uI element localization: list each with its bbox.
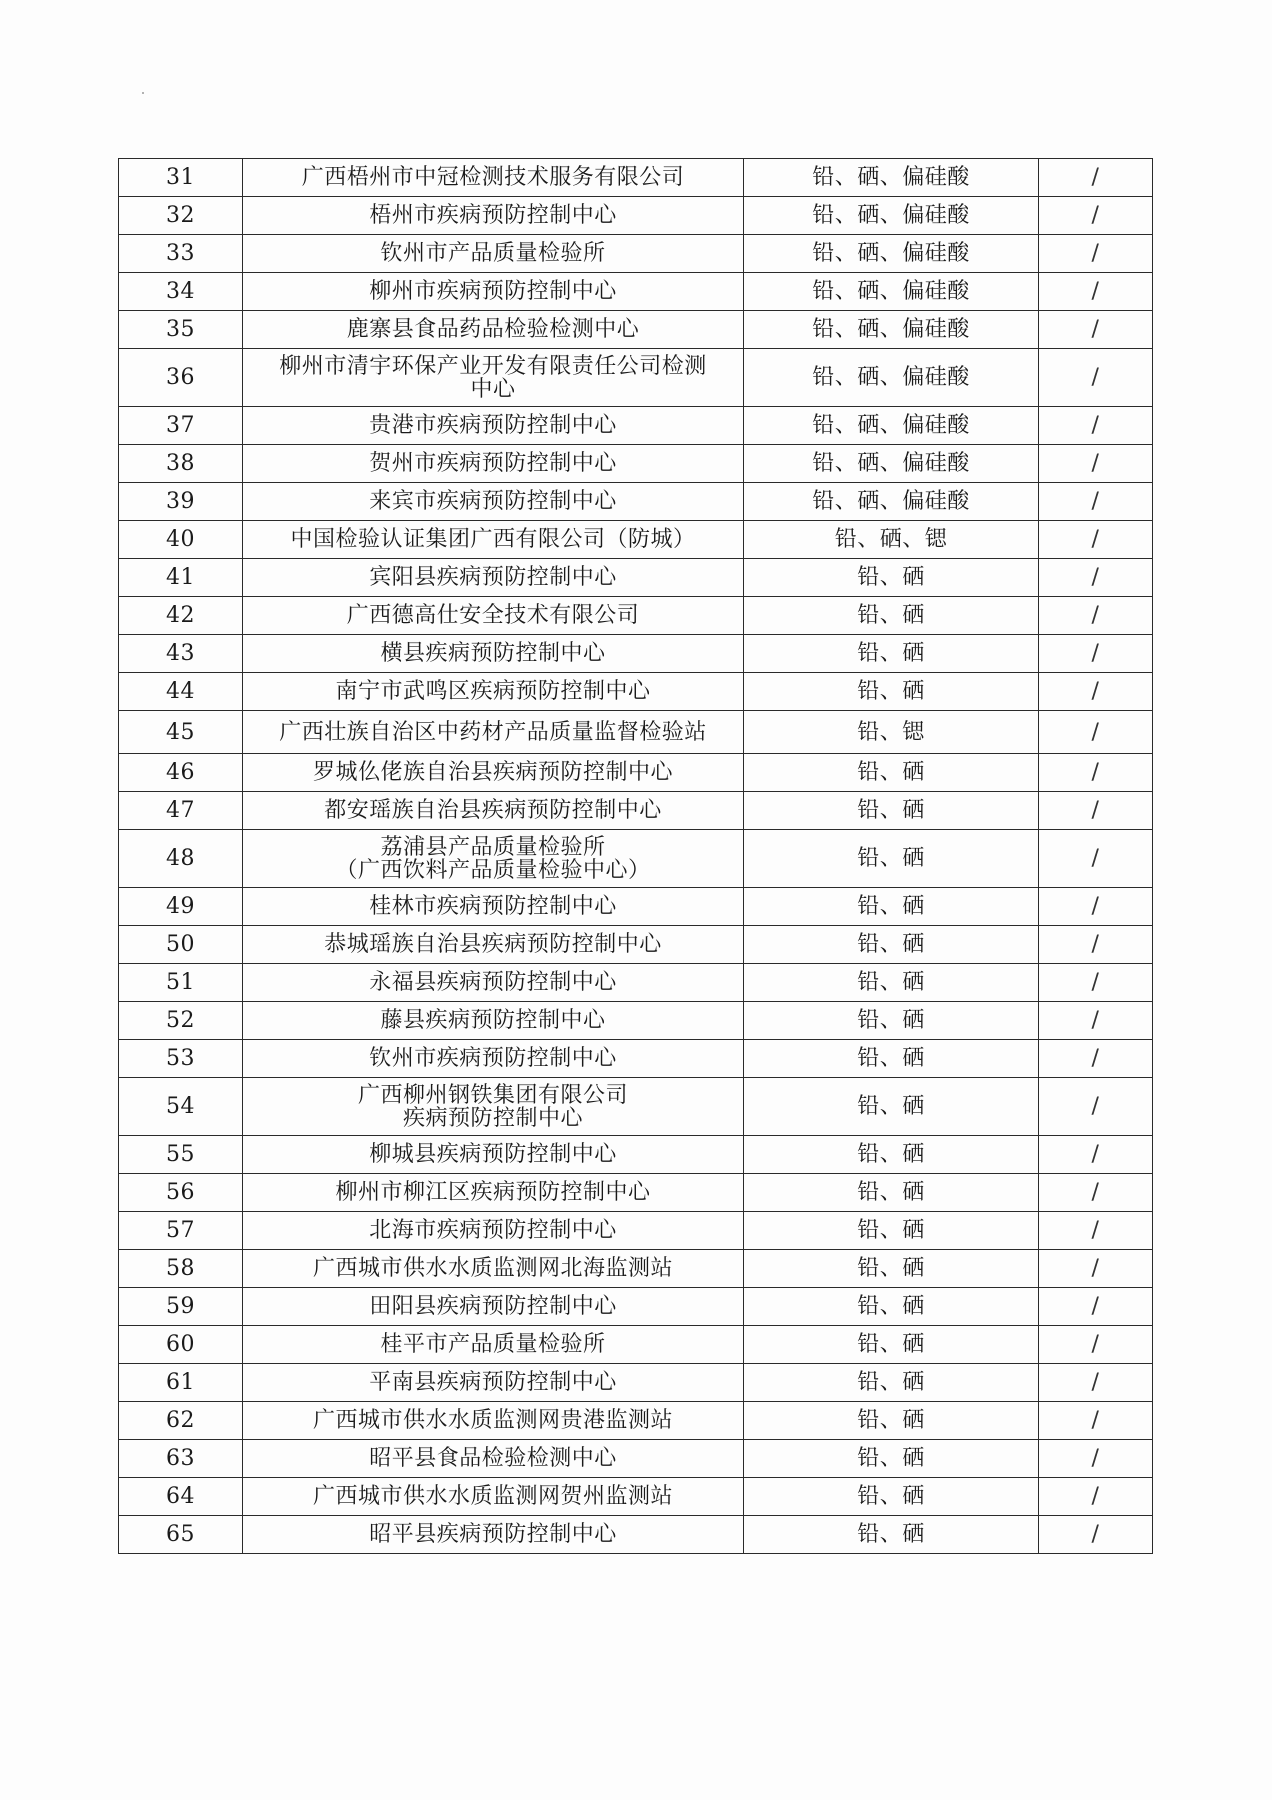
row-number-cell: 65 [119, 1516, 243, 1554]
remark-cell: / [1039, 1002, 1153, 1040]
remark-cell: / [1039, 1440, 1153, 1478]
remark-cell: / [1039, 1212, 1153, 1250]
institution-name-cell [243, 1002, 744, 1040]
institution-name-line: 北海市疾病预防控制中心 [369, 1218, 617, 1243]
remark-cell: / [1039, 159, 1153, 197]
test-items-cell: 铅、硒 [744, 673, 1039, 711]
remark-cell: / [1039, 1402, 1153, 1440]
institution-name-cell [243, 1440, 744, 1478]
table-row [119, 792, 1153, 830]
remark-cell: / [1039, 754, 1153, 792]
remark-cell: / [1039, 926, 1153, 964]
table-row [119, 964, 1153, 1002]
table-row [119, 521, 1153, 559]
remark-cell: / [1039, 1136, 1153, 1174]
scan-speck [142, 92, 144, 94]
row-number-cell: 58 [119, 1250, 243, 1288]
test-items-cell: 铅、硒、偏硅酸 [744, 197, 1039, 235]
remark-cell: / [1039, 1478, 1153, 1516]
institution-name-line: 广西德高仕安全技术有限公司 [346, 603, 640, 628]
institution-name-line: 钦州市产品质量检验所 [380, 241, 606, 266]
table-row [119, 1478, 1153, 1516]
institution-name-cell [243, 1516, 744, 1554]
row-number-cell: 40 [119, 521, 243, 559]
row-number-cell: 37 [119, 407, 243, 445]
table-row [119, 830, 1153, 888]
institution-name-cell [243, 635, 744, 673]
table-row [119, 1326, 1153, 1364]
table-row [119, 888, 1153, 926]
institution-name-cell [243, 407, 744, 445]
institution-name-cell [243, 1326, 744, 1364]
institution-name-cell [243, 830, 744, 888]
row-number-cell: 48 [119, 830, 243, 888]
test-items-cell: 铅、硒 [744, 926, 1039, 964]
institution-name-line: 柳州市清宇环保产业开发有限责任公司检测 [279, 353, 707, 379]
row-number-cell: 55 [119, 1136, 243, 1174]
row-number-cell: 46 [119, 754, 243, 792]
test-items-cell: 铅、硒 [744, 1326, 1039, 1364]
row-number-cell: 53 [119, 1040, 243, 1078]
institution-name-line: 广西柳州钢铁集团有限公司 [357, 1082, 628, 1108]
institution-name-cell [243, 159, 744, 197]
institution-name-cell [243, 1078, 744, 1136]
test-items-cell: 铅、硒 [744, 830, 1039, 888]
table-row [119, 349, 1153, 407]
institution-name-line: 荔浦县产品质量检验所 [380, 834, 606, 860]
row-number-cell: 50 [119, 926, 243, 964]
institution-name-cell [243, 1402, 744, 1440]
test-items-cell: 铅、硒 [744, 635, 1039, 673]
table-row [119, 1136, 1153, 1174]
row-number-cell: 63 [119, 1440, 243, 1478]
institution-name-line: 罗城仫佬族自治县疾病预防控制中心 [312, 760, 673, 785]
remark-cell: / [1039, 483, 1153, 521]
institution-name-line: 广西城市供水水质监测网北海监测站 [312, 1256, 673, 1281]
table-row [119, 754, 1153, 792]
institution-name-line: 横县疾病预防控制中心 [380, 641, 606, 666]
test-items-cell: 铅、硒 [744, 1040, 1039, 1078]
institution-name-cell [243, 673, 744, 711]
institution-name-cell [243, 349, 744, 407]
institution-name-line: 永福县疾病预防控制中心 [369, 970, 617, 995]
row-number-cell: 59 [119, 1288, 243, 1326]
test-items-cell: 铅、硒 [744, 1288, 1039, 1326]
institution-name-line: 广西梧州市中冠检测技术服务有限公司 [301, 165, 685, 190]
remark-cell: / [1039, 349, 1153, 407]
institution-name-cell [243, 1250, 744, 1288]
test-items-cell: 铅、硒 [744, 1174, 1039, 1212]
remark-cell: / [1039, 407, 1153, 445]
institution-name-cell [243, 235, 744, 273]
test-items-cell: 铅、硒 [744, 1212, 1039, 1250]
institution-name-line: 广西壮族自治区中药材产品质量监督检验站 [279, 719, 707, 745]
institution-name-cell [243, 445, 744, 483]
test-items-cell: 铅、硒、偏硅酸 [744, 159, 1039, 197]
test-items-cell: 铅、硒、锶 [744, 521, 1039, 559]
table-row [119, 673, 1153, 711]
institution-name-line: 平南县疾病预防控制中心 [369, 1370, 617, 1395]
institution-name-cell [243, 792, 744, 830]
table-row [119, 559, 1153, 597]
row-number-cell: 34 [119, 273, 243, 311]
table-row [119, 635, 1153, 673]
test-items-cell: 铅、硒、偏硅酸 [744, 349, 1039, 407]
remark-cell: / [1039, 521, 1153, 559]
row-number-cell: 47 [119, 792, 243, 830]
table-row [119, 273, 1153, 311]
institution-name-cell [243, 1212, 744, 1250]
row-number-cell: 62 [119, 1402, 243, 1440]
institution-name-line: 柳州市柳江区疾病预防控制中心 [335, 1180, 651, 1205]
remark-cell: / [1039, 1250, 1153, 1288]
remark-cell: / [1039, 1174, 1153, 1212]
test-items-cell: 铅、硒 [744, 1402, 1039, 1440]
remark-cell: / [1039, 1288, 1153, 1326]
remark-cell: / [1039, 597, 1153, 635]
test-items-cell: 铅、硒 [744, 1364, 1039, 1402]
remark-cell: / [1039, 673, 1153, 711]
institution-name-cell [243, 1136, 744, 1174]
test-items-cell: 铅、硒 [744, 1478, 1039, 1516]
institution-name-line: 贺州市疾病预防控制中心 [369, 451, 617, 476]
remark-cell: / [1039, 273, 1153, 311]
row-number-cell: 57 [119, 1212, 243, 1250]
table-row [119, 711, 1153, 754]
institution-name-line: 钦州市疾病预防控制中心 [369, 1046, 617, 1071]
table-row [119, 483, 1153, 521]
institution-name-cell [243, 521, 744, 559]
institution-name-line: 南宁市武鸣区疾病预防控制中心 [335, 679, 651, 704]
table-row [119, 1002, 1153, 1040]
row-number-cell: 49 [119, 888, 243, 926]
institution-name-line: 恭城瑶族自治县疾病预防控制中心 [324, 932, 662, 957]
table-row [119, 445, 1153, 483]
table-row [119, 1250, 1153, 1288]
test-items-cell: 铅、硒 [744, 888, 1039, 926]
table-row [119, 1440, 1153, 1478]
test-items-cell: 铅、硒 [744, 1136, 1039, 1174]
row-number-cell: 61 [119, 1364, 243, 1402]
row-number-cell: 43 [119, 635, 243, 673]
institution-name-line: 都安瑶族自治县疾病预防控制中心 [324, 798, 662, 823]
institution-name-cell [243, 1288, 744, 1326]
institution-name-line: 昭平县食品检验检测中心 [369, 1446, 617, 1471]
institution-name-line: 疾病预防控制中心 [402, 1105, 583, 1131]
test-items-cell: 铅、硒 [744, 1002, 1039, 1040]
test-items-cell: 铅、硒 [744, 754, 1039, 792]
institution-name-line: 柳州市疾病预防控制中心 [369, 279, 617, 304]
institution-name-cell [243, 754, 744, 792]
test-items-cell: 铅、锶 [744, 711, 1039, 754]
test-items-cell: 铅、硒 [744, 597, 1039, 635]
row-number-cell: 60 [119, 1326, 243, 1364]
test-items-cell: 铅、硒、偏硅酸 [744, 483, 1039, 521]
table-row [119, 1040, 1153, 1078]
institution-name-cell [243, 273, 744, 311]
row-number-cell: 35 [119, 311, 243, 349]
institution-name-cell [243, 597, 744, 635]
table-row [119, 159, 1153, 197]
table-row [119, 1288, 1153, 1326]
institution-name-line: 来宾市疾病预防控制中心 [369, 489, 617, 514]
table-row [119, 597, 1153, 635]
row-number-cell: 44 [119, 673, 243, 711]
institution-name-line: 宾阳县疾病预防控制中心 [369, 565, 617, 590]
row-number-cell: 41 [119, 559, 243, 597]
remark-cell: / [1039, 1516, 1153, 1554]
row-number-cell: 52 [119, 1002, 243, 1040]
institution-name-line: 中心 [470, 376, 516, 402]
test-items-cell: 铅、硒、偏硅酸 [744, 311, 1039, 349]
institution-name-line: 田阳县疾病预防控制中心 [369, 1294, 617, 1319]
test-items-cell: 铅、硒 [744, 559, 1039, 597]
remark-cell: / [1039, 311, 1153, 349]
test-items-cell: 铅、硒 [744, 964, 1039, 1002]
institution-name-cell [243, 926, 744, 964]
row-number-cell: 51 [119, 964, 243, 1002]
table-row [119, 1174, 1153, 1212]
row-number-cell: 56 [119, 1174, 243, 1212]
row-number-cell: 39 [119, 483, 243, 521]
row-number-cell: 64 [119, 1478, 243, 1516]
remark-cell: / [1039, 235, 1153, 273]
remark-cell: / [1039, 792, 1153, 830]
institution-name-cell [243, 888, 744, 926]
table-row [119, 1364, 1153, 1402]
row-number-cell: 42 [119, 597, 243, 635]
test-items-cell: 铅、硒、偏硅酸 [744, 445, 1039, 483]
test-items-cell: 铅、硒、偏硅酸 [744, 235, 1039, 273]
table-row [119, 926, 1153, 964]
remark-cell: / [1039, 1326, 1153, 1364]
test-items-cell: 铅、硒 [744, 1516, 1039, 1554]
institution-name-cell [243, 1478, 744, 1516]
table-body [119, 159, 1153, 1554]
institution-name-cell [243, 197, 744, 235]
institution-name-cell [243, 1040, 744, 1078]
institution-name-line: 柳城县疾病预防控制中心 [369, 1142, 617, 1167]
institution-name-line: 昭平县疾病预防控制中心 [369, 1522, 617, 1547]
institution-name-cell [243, 311, 744, 349]
remark-cell: / [1039, 964, 1153, 1002]
table-row [119, 235, 1153, 273]
table-row [119, 311, 1153, 349]
institution-name-cell [243, 711, 744, 754]
row-number-cell: 38 [119, 445, 243, 483]
remark-cell: / [1039, 888, 1153, 926]
institution-name-cell [243, 483, 744, 521]
remark-cell: / [1039, 1364, 1153, 1402]
row-number-cell: 32 [119, 197, 243, 235]
institution-name-line: 中国检验认证集团广西有限公司（防城） [290, 527, 696, 552]
institution-name-line: 广西城市供水水质监测网贵港监测站 [312, 1408, 673, 1433]
test-items-cell: 铅、硒 [744, 792, 1039, 830]
remark-cell: / [1039, 1078, 1153, 1136]
institution-name-line: 桂平市产品质量检验所 [380, 1332, 606, 1357]
table-row [119, 1402, 1153, 1440]
remark-cell: / [1039, 1040, 1153, 1078]
remark-cell: / [1039, 635, 1153, 673]
table-row [119, 1212, 1153, 1250]
institution-name-cell [243, 964, 744, 1002]
test-items-cell: 铅、硒 [744, 1440, 1039, 1478]
remark-cell: / [1039, 445, 1153, 483]
institution-name-line: 藤县疾病预防控制中心 [380, 1008, 606, 1033]
table-row [119, 197, 1153, 235]
institution-name-line: 桂林市疾病预防控制中心 [369, 894, 617, 919]
row-number-cell: 36 [119, 349, 243, 407]
remark-cell: / [1039, 559, 1153, 597]
remark-cell: / [1039, 711, 1153, 754]
institution-name-cell [243, 1364, 744, 1402]
table-row [119, 407, 1153, 445]
test-items-cell: 铅、硒 [744, 1078, 1039, 1136]
remark-cell: / [1039, 197, 1153, 235]
test-items-cell: 铅、硒、偏硅酸 [744, 407, 1039, 445]
institution-table [118, 158, 1153, 1554]
row-number-cell: 31 [119, 159, 243, 197]
row-number-cell: 45 [119, 711, 243, 754]
test-items-cell: 铅、硒 [744, 1250, 1039, 1288]
institution-name-line: （广西饮料产品质量检验中心） [335, 857, 651, 883]
remark-cell: / [1039, 830, 1153, 888]
table-row [119, 1516, 1153, 1554]
row-number-cell: 33 [119, 235, 243, 273]
institution-name-cell [243, 559, 744, 597]
institution-name-cell [243, 1174, 744, 1212]
test-items-cell: 铅、硒、偏硅酸 [744, 273, 1039, 311]
institution-name-line: 广西城市供水水质监测网贺州监测站 [312, 1484, 673, 1509]
row-number-cell: 54 [119, 1078, 243, 1136]
institution-name-line: 贵港市疾病预防控制中心 [369, 413, 617, 438]
institution-name-line: 鹿寨县食品药品检验检测中心 [346, 317, 640, 342]
table-row [119, 1078, 1153, 1136]
institution-name-line: 梧州市疾病预防控制中心 [369, 203, 617, 228]
